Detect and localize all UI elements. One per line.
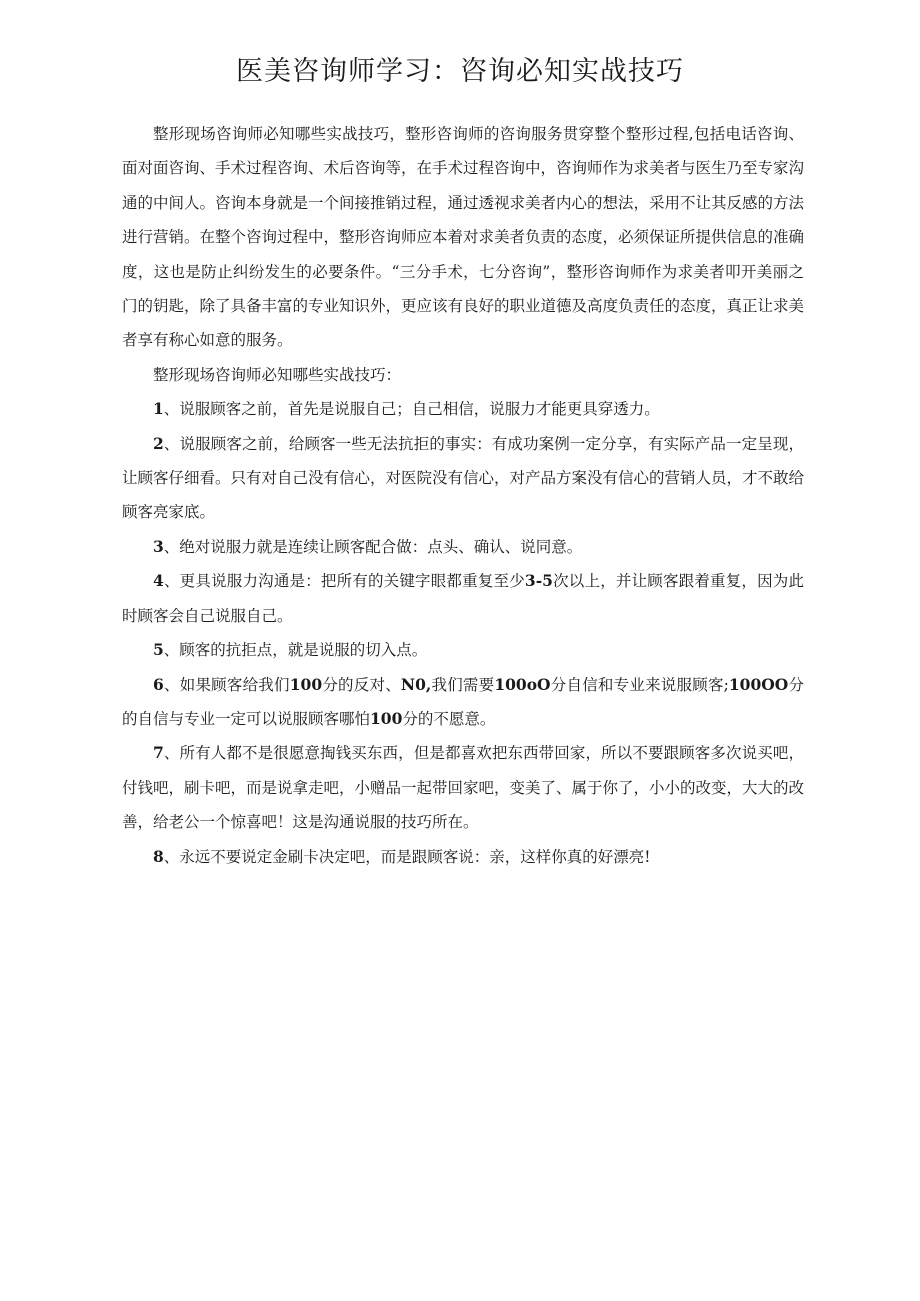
tip-number: 8 <box>153 846 164 866</box>
tip-number: 6 <box>153 674 164 694</box>
tip-text: 分的不愿意。 <box>402 709 496 728</box>
tip-text: 分的反对、 <box>322 675 401 694</box>
tip-number: 7 <box>153 743 164 763</box>
tip-number: 2 <box>153 433 164 453</box>
subheading: 整形现场咨询师必知哪些实战技巧： <box>153 365 402 384</box>
tip-text: 、如果顾客给我们 <box>163 675 290 694</box>
tip-bold-number: 3-5 <box>524 571 553 591</box>
document-body <box>122 117 804 874</box>
tip-item-2 <box>122 427 804 530</box>
tip-text: 、说服顾客之前，首先是说服自己；自己相信，说服力才能更具穿透力。 <box>163 400 660 419</box>
tip-bold-number: 100 <box>289 674 323 694</box>
tip-item-7 <box>122 736 804 839</box>
tip-number: 3 <box>153 536 164 556</box>
tip-bold-number: N0, <box>400 674 432 694</box>
tip-text: 分自信和专业来说服顾客; <box>550 675 729 694</box>
tip-text: 我们需要 <box>431 675 495 694</box>
tip-text: 、顾客的抗拒点，就是说服的切入点。 <box>163 641 428 660</box>
document-title: 医美咨询师学习：咨询必知实战技巧 <box>236 56 684 87</box>
tip-text: 、绝对说服力就是连续让顾客配合做：点头、确认、说同意。 <box>163 537 583 556</box>
tip-item-4 <box>122 564 804 633</box>
tip-text: 分的自信与专业一定可以说服顾客哪怕 <box>122 675 804 728</box>
tip-text: 、更具说服力沟通是：把所有的关键字眼都重复至少 <box>163 572 525 591</box>
tip-bold-number: 100 <box>370 708 403 728</box>
tip-text: 、说服顾客之前，给顾客一些无法抗拒的事实：有成功案例一定分享，有实际产品一定呈现，让顾客仔细看。只有对自己没有信心，对医院没有信心，对产品方案没有信心的营销人员，才不敢给顾客亮家底。 <box>122 434 805 522</box>
intro-paragraph: 整形现场咨询师必知哪些实战技巧，整形咨询师的咨询服务贯穿整个整形过程,包括电话咨询、面对面咨询、手术过程咨询、术后咨询等，在手术过程咨询中，咨询师作为求美者与医生乃至专家沟通的中间人。咨询本身就是一个间接推销过程，通过透视求美者内心的想法，采用不让其反感的方法进行营销。在整个咨询过程中，整形咨询师应本着对求美者负责的态度，必须保证所提供信息的准确度，这也是防止纠纷发生的必要条件。“三分手术，七分咨询”，整形咨询师作为求美者叩开美丽之门的钥匙，除了具备丰富的专业知识外，更应该有良好的职业道德及高度负责任的态度，真正让求美者享有称心如意的服务。 <box>122 125 805 350</box>
tip-number: 5 <box>153 640 164 660</box>
tip-item-8 <box>122 840 804 874</box>
tip-item-5 <box>122 633 804 667</box>
tip-bold-number: 100oO <box>494 674 551 694</box>
tip-item-6 <box>122 668 804 737</box>
tip-bold-number: 100OO <box>728 674 789 694</box>
tip-number: 4 <box>153 571 164 591</box>
tip-text: 、所有人都不是很愿意掏钱买东西，但是都喜欢把东西带回家，所以不要跟顾客多次说买吧，付钱吧，刷卡吧，而是说拿走吧，小赠品一起带回家吧，变美了、属于你了，小小的改变，大大的改善，给老公一个惊喜吧！这是沟通说服的技巧所在。 <box>122 744 805 832</box>
tip-text: 、永远不要说定金刷卡决定吧，而是跟顾客说：亲，这样你真的好漂亮! <box>163 847 651 866</box>
tip-item-3 <box>122 530 804 564</box>
tip-text: 次以上，并让顾客跟着重复，因为此时顾客会自己说服自己。 <box>122 572 804 625</box>
tip-number: 1 <box>153 399 164 419</box>
tip-item-1 <box>122 392 804 426</box>
